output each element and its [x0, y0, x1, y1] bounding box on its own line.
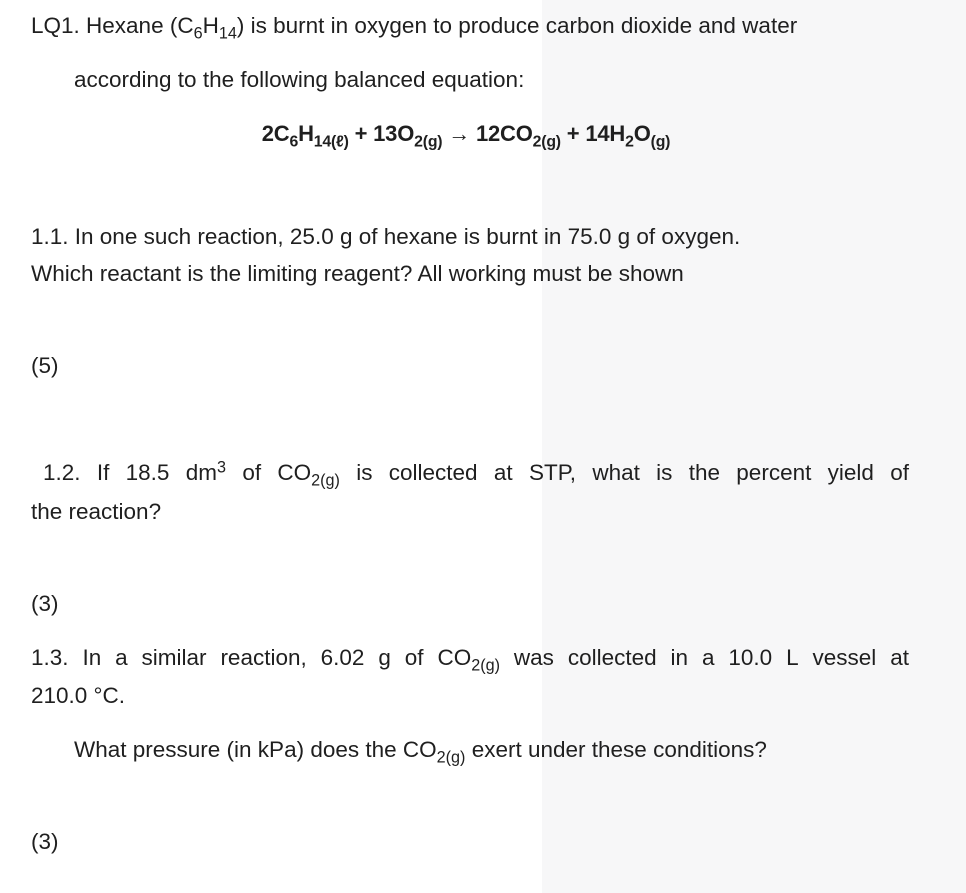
- question-title-line2: according to the following balanced equation:: [74, 67, 525, 92]
- q1-3-line2: 210.0 °C.: [31, 683, 126, 708]
- q1-3-line1: 1.3. In a similar reaction, 6.02 g of $CO_{2(g)}$ was collected in a 10.0 L vessel at: [31, 645, 909, 675]
- q1-3-line3: What pressure (in kPa) does the $CO_{2(g)}$ exert under these conditions?: [74, 737, 767, 767]
- q1-3-marks: (3): [31, 829, 59, 854]
- question-title: LQ1. Hexane $(C_6H_{14})$ is burnt in oxygen to produce carbon dioxide and water: [31, 13, 798, 43]
- q1-2-marks: (3): [31, 591, 59, 616]
- q1-1-line1: 1.1. In one such reaction, 25.0 g of hexane is burnt in 75.0 g of oxygen.: [31, 224, 741, 249]
- q1-1-marks: (5): [31, 353, 59, 378]
- q1-2-line1: 1.2. If 18.5 $dm^3$ of $CO_{2(g)}$ is collected at STP, what is the percent yield of: [43, 458, 909, 490]
- balanced-equation: $2C_6H_{14(\ell)} + 13O_{2(g)} \to 12CO_{2(g)} + 14H_2O_{(g)}$: [261, 121, 671, 151]
- q1-1-line2: Which reactant is the limiting reagent? All working must be shown: [31, 261, 684, 286]
- q1-2-line2: the reaction?: [31, 499, 162, 524]
